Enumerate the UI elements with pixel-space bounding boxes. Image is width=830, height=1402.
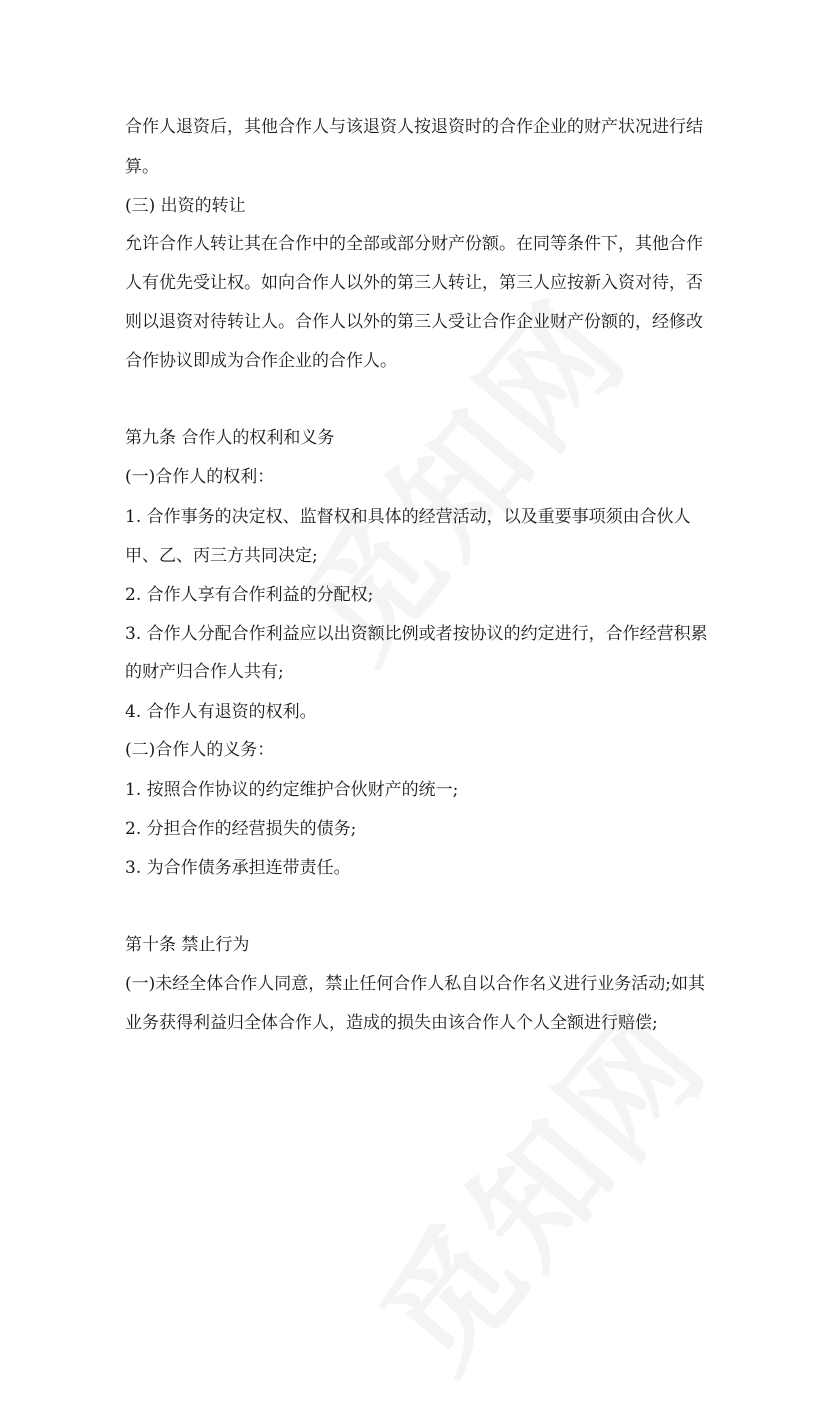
list-item: 3. 为合作债务承担连带责任。 [125,858,351,878]
list-item: 1. 按照合作协议的约定维护合伙财产的统一; [125,780,459,800]
body-text-line: 业务获得利益归全体合作人，造成的损失由该合作人个人全额进行赔偿; [125,1013,658,1033]
body-text-line: 允许合作人转让其在合作中的全部或部分财产份额。在同等条件下，其他合作 [125,234,703,254]
list-item-continuation: 的财产归合作人共有; [125,662,284,682]
body-text-line: 合作人退资后，其他合作人与该退资人按退资时的合作企业的财产状况进行结 [125,117,703,137]
subsection-heading: (一)合作人的权利： [125,467,275,487]
body-text-line: (一)未经全体合作人同意，禁止任何合作人私自以合作名义进行业务活动;如其 [125,974,705,994]
list-item: 3. 合作人分配合作利益应以出资额比例或者按协议的约定进行，合作经营积累 [125,624,708,644]
list-item-continuation: 甲、乙、丙三方共同决定; [125,546,318,566]
body-text-line: 合作协议即成为合作企业的合作人。 [125,351,397,371]
list-item: 2. 分担合作的经营损失的债务; [125,819,357,839]
article-heading: 第九条 合作人的权利和义务 [125,428,335,448]
subsection-heading: (二)合作人的义务： [125,740,275,760]
section-heading: (三) 出资的转让 [125,196,246,216]
article-heading: 第十条 禁止行为 [125,935,250,955]
body-text-line: 人有优先受让权。如向合作人以外的第三人转让，第三人应按新入资对待，否 [125,273,703,293]
list-item: 1. 合作事务的决定权、监督权和具体的经营活动，以及重要事项须由合伙人 [125,507,691,527]
body-text-line: 则以退资对待转让人。合作人以外的第三人受让合作企业财产份额的，经修改 [125,312,703,332]
list-item: 2. 合作人享有合作利益的分配权; [125,585,374,605]
body-text-line: 算。 [125,157,159,177]
list-item: 4. 合作人有退资的权利。 [125,702,317,722]
